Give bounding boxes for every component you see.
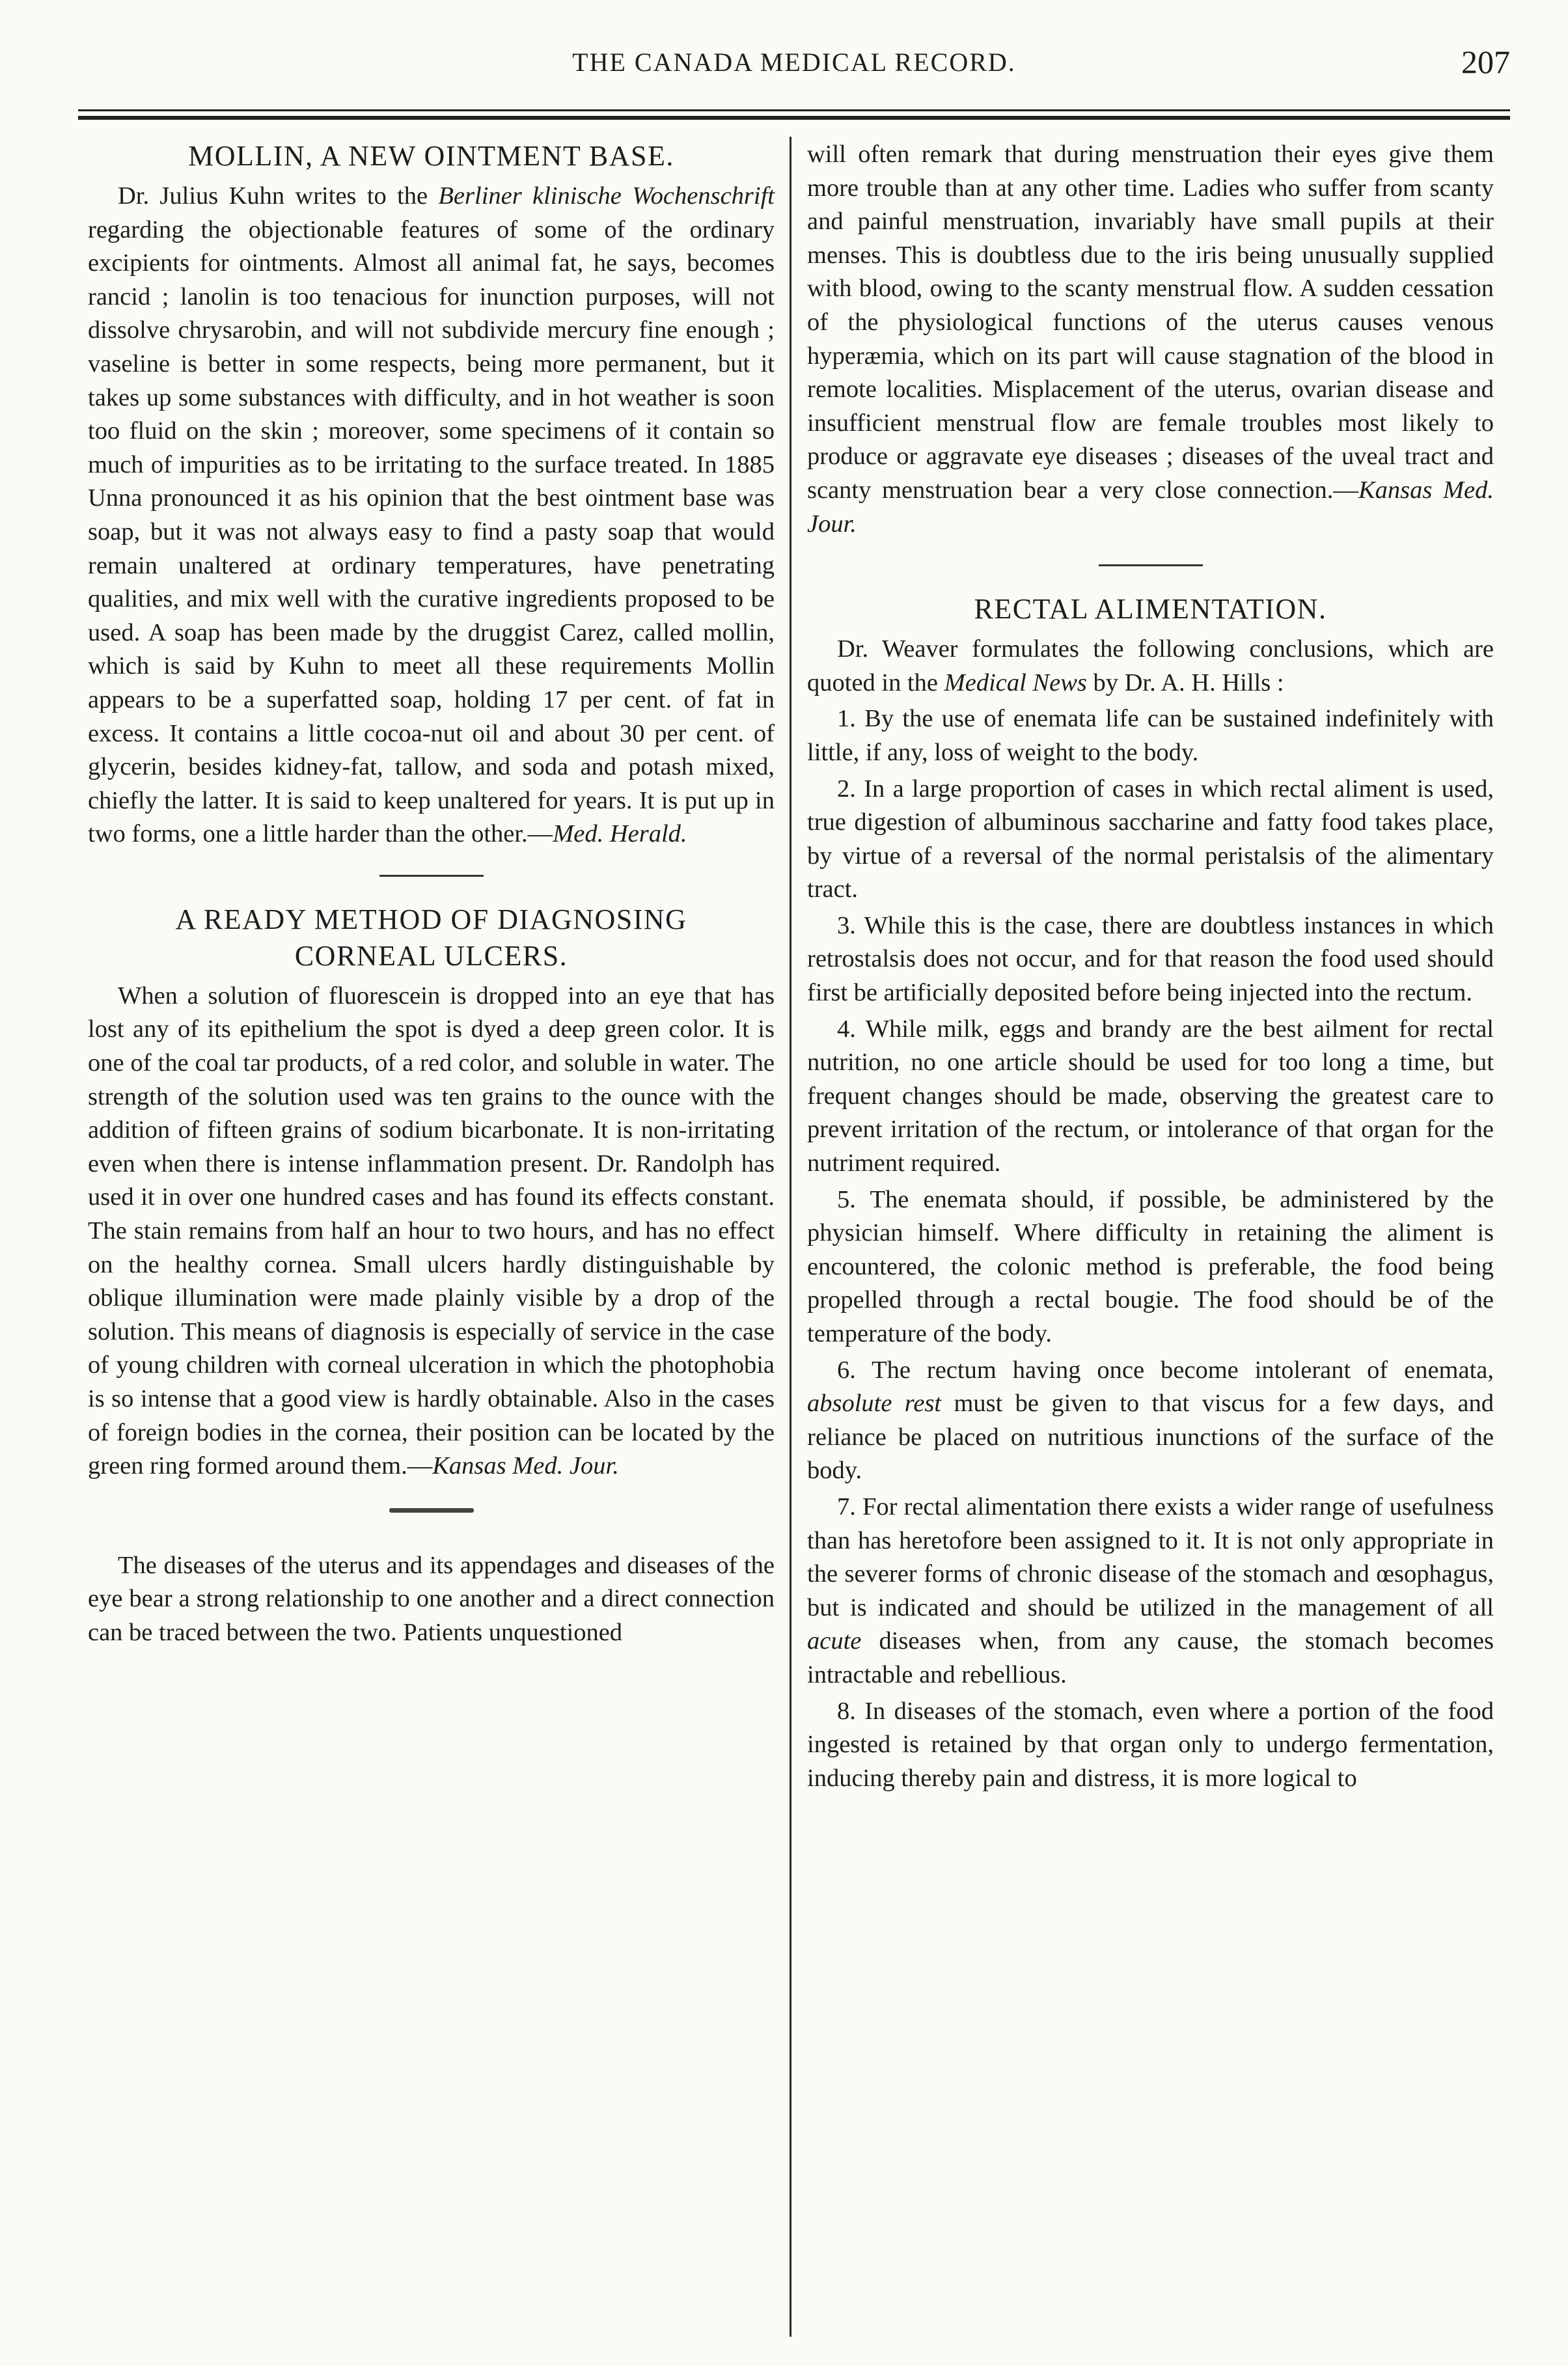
text-run: Dr. Weaver formulates the following conclusions, which are quoted in the [807,635,1494,696]
section-separator [379,875,484,877]
title-line: CORNEAL ULCERS. [294,939,568,972]
numbered-conclusion: 2. In a large proportion of cases in which rectal aliment is used, true digestion of albuminous saccharine and fatty food takes place, by virtue of a reversal of the normal peristalsis of the alimentary tract. [807,775,1494,903]
article-mollin [88,138,775,851]
column-divider [790,137,791,2337]
text-run: diseases when, from any cause, the stomach becomes intractable and rebellious. [807,1627,1494,1688]
article-corneal-ulcers [88,901,775,1483]
numbered-conclusion: 8. In diseases of the stomach, even where a portion of the food ingested is retained by that organ only to undergo fermentation, inducing thereby pain and distress, it is more logical to [807,1697,1494,1792]
article-title: MOLLIN, A NEW OINTMENT BASE. [188,140,674,172]
article-paragraph [807,633,1494,700]
article-paragraph: The diseases of the uterus and its appendages and diseases of the eye bear a strong relationship to one another and a direct connection can be traced between the two. Patients unquestioned [88,1551,775,1646]
right-column [807,138,1494,1798]
text-run: by Dr. A. H. Hills : [1086,668,1284,696]
header-rule-thick [78,116,1510,120]
text-run: When a solution of fluorescein is dropped into an eye that has lost any of its epithelium the spot is dyed a deep green color. It is one of the coal tar products, of a red color, and soluble in water. The strength of the solution used was ten grains to the ounce with the addition of fifteen grains of sodium bicarbonate. It is non-irritating even when there is intense inflammation present. Dr. Randolph has used it in over one hundred cases and has found its effects constant. The stain remains from half an hour to two hours, and has no effect on the healthy cornea. Small ulcers hardly distinguishable by oblique illumination were made plainly visible by a drop of the solution. This means of diagnosis is especially of service in the case of young children with corneal ulceration in which the photophobia is so intense that a good view is hardly obtainable. Also in the cases of foreign bodies in the cornea, their position can be located by the green ring formed around them.— [88,982,775,1480]
numbered-conclusion: 1. By the use of enemata life can be sustained indefinitely with little, if any, loss of weight to the body. [807,705,1494,766]
page-header [78,44,1510,92]
text-run: 7. For rectal alimentation there exists a wider range of usefulness than has heretofore been assigned to it. It is not only appropriate in the severer forms of chronic disease of the stomach and œsophagus, but is indicated and should be utilized in the management of all [807,1493,1494,1621]
article-title [88,901,775,974]
text-run: 6. The rectum having once become intolerant of enemata, [837,1356,1494,1384]
article-uterus-eye [88,1549,775,1650]
header-rule-thin [78,109,1510,111]
text-run: Dr. Julius Kuhn writes to the [118,182,439,210]
emphasis: absolute rest [807,1390,942,1418]
article-uterus-eye-continued [807,138,1494,541]
journal-name: Medical News [944,668,1087,696]
emphasis: acute [807,1627,862,1655]
article-paragraph [88,180,775,851]
journal-name: Berliner klinische Wochenschrift [438,182,775,210]
numbered-conclusion [807,1491,1494,1692]
numbered-conclusion: 5. The enemata should, if possible, be administered by the physician himself. Where difficulty in retaining the aliment is encountered, the colonic method is preferable, the food being propelled through a rectal bougie. The food should be of the temperature of the body. [807,1185,1494,1347]
article-paragraph [88,980,775,1483]
numbered-conclusion: 3. While this is the case, there are doubtless instances in which retrostalsis does not occur, and for that reason the food used should first be artificially deposited before being injected into the rectum. [807,911,1494,1007]
title-line: A READY METHOD OF DIAGNOSING [175,903,687,935]
numbered-conclusion: 4. While milk, eggs and brandy are the best ailment for rectal nutrition, no one article should be used for too long a time, but frequent changes should be made, observing the greatest care to prevent irritation of the rectum, or intolerance of that organ for the nutriment required. [807,1015,1494,1177]
article-rectal-alimentation [807,591,1494,1795]
article-title: RECTAL ALIMENTATION. [974,593,1327,626]
source-citation: Kansas Med. Jour. [807,476,1494,538]
article-paragraph [807,138,1494,541]
text-run: will often remark that during menstruation their eyes give them more trouble than at any other time. Ladies who suffer from scanty and painful menstruation, invariably have small pupils at their menses. This is doubtless due to the iris being unusually supplied with blood, owing to the scanty menstrual flow. A sudden cessation of the physiological functions of the uterus causes venous hyperæmia, which on its part will cause stagnation of the blood in remote localities. Misplacement of the uterus, ovarian disease and insufficient menstrual flow are female troubles most likely to produce or aggravate eye diseases ; diseases of the uveal tract and scanty menstruation bear a very close connection.— [807,141,1494,504]
text-run: must be given to that viscus for a few days, and reliance be placed on nutritious inunctions of the surface of the body. [807,1390,1494,1485]
numbered-conclusion [807,1354,1494,1488]
section-separator [1099,564,1203,566]
source-citation: Med. Herald. [553,820,687,848]
page-number: 207 [1461,44,1510,80]
text-run: regarding the objectionable features of some of the ordinary excipients for ointments. Almost all animal fat, he says, becomes rancid ; lanolin is too tenacious for inunction purposes, will not dissolve chrysarobin, and will not subdivide mercury fine enough ; vaseline is better in some respects, being more permanent, but it takes up some substances with difficulty, and in hot weather is soon too fluid on the skin ; moreover, some specimens of it contain so much of impurities as to be irritating to the surface treated. In 1885 Unna pronounced it as his opinion that the best ointment base was soap, but it was not always easy to find a pasty soap that would remain unaltered at ordinary temperatures, have penetrating qualities, and mix well with the curative ingredients proposed to be used. A soap has been made by the druggist Carez, called mollin, which is said by Kuhn to meet all these requirements Mollin appears to be a superfatted soap, holding 17 per cent. of fat in excess. It contains a little cocoa-nut oil and about 30 per cent. of glycerin, besides kidney-fat, tallow, and soda and potash mixed, chiefly the latter. It is said to keep unaltered for years. It is put up in two forms, one a little harder than the other.— [88,215,775,848]
left-column [88,138,775,1653]
journal-title: THE CANADA MEDICAL RECORD. [572,48,1016,77]
ornament-separator [389,1508,474,1513]
source-citation: Kansas Med. Jour. [432,1452,619,1480]
